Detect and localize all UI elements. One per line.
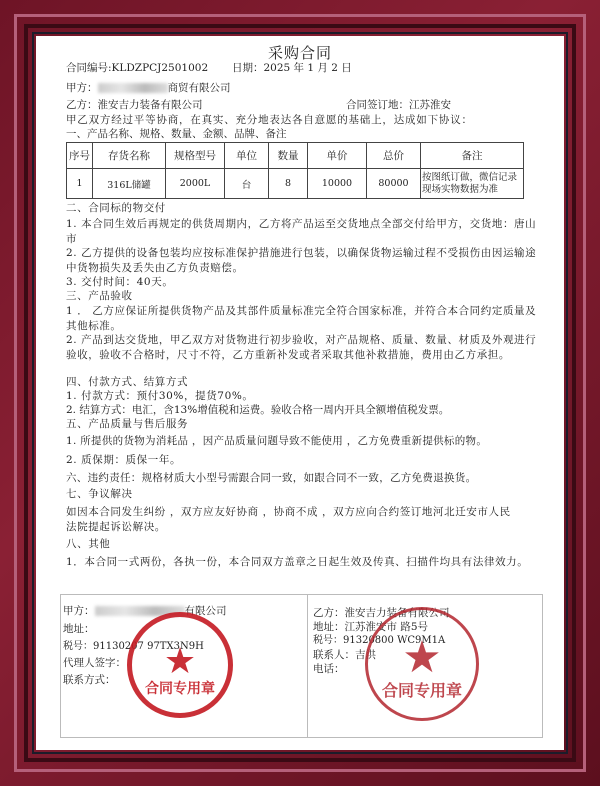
sign-a-agent: 代理人签字： bbox=[63, 657, 126, 669]
product-table bbox=[66, 142, 524, 199]
contract-number: 合同编号:KLDZPCJ2501002 bbox=[66, 62, 209, 74]
section-4: 四、付款方式、结算方式 bbox=[66, 376, 189, 388]
th-index: 序号 bbox=[67, 143, 93, 169]
section-3: 三、产品验收 bbox=[66, 290, 133, 302]
clause-5-2: 2. 质保期：质保一年。 bbox=[66, 454, 182, 466]
sign-place: 合同签订地：江苏淮安 bbox=[346, 99, 451, 111]
clause-8-1: 1．本合同一式两份，各执一份，本合同双方盖章之日起生效及传真、扫描件均具有法律效力。 bbox=[66, 556, 529, 568]
clause-3-1: 1 ． 乙方应保证所提供货物产品及其部件质量标准完全符合国家标准，并符合本合同约定质量及其他标准。 bbox=[66, 305, 537, 332]
party-a-seal: ★ 合同专用章 bbox=[127, 612, 233, 718]
th-note: 备注 bbox=[421, 143, 524, 169]
clause-4-2: 2. 结算方式：电汇，含13%增值税和运费。验收合格一周内开具全额增值税发票。 bbox=[66, 404, 450, 416]
th-total: 总价 bbox=[367, 143, 421, 169]
star-icon: ★ bbox=[163, 640, 197, 682]
clause-2-3: 3. 交付时间：40天。 bbox=[66, 276, 174, 288]
sign-a-tax: 税号：91130207 97TX3N9H bbox=[63, 641, 204, 652]
section-6: 六、违约责任：规格材质大小型号需跟合同一致，如跟合同不一致，乙方免费退换货。 bbox=[66, 472, 477, 484]
section-1: 一、产品名称、规格、数量、金额、品牌、备注 bbox=[66, 128, 287, 140]
party-b-seal: ★ 合同专用章 bbox=[365, 607, 479, 721]
party-b: 乙方：淮安吉力装备有限公司 bbox=[66, 99, 203, 111]
sign-a-contact: 联系方式： bbox=[63, 674, 116, 686]
section-2: 二、合同标的物交付 bbox=[66, 202, 166, 214]
star-icon: ★ bbox=[402, 632, 442, 684]
th-unit: 单位 bbox=[225, 143, 269, 169]
intro: 甲乙双方经过平等协商，在真实、充分地表达各自意愿的基础上，达成如下协议： bbox=[66, 114, 473, 126]
clause-7-1: 如因本合同发生纠纷 ，双方应友好协商 ，协商不成 ，双方应向合约签订地河北迁安市人民法院提起诉讼解决。 bbox=[66, 506, 511, 533]
clause-4-1: 1. 付款方式：预付30%，提货70%。 bbox=[66, 390, 254, 402]
sign-b-contact: 联系人：吉洪 bbox=[313, 649, 376, 661]
th-spec: 规格型号 bbox=[166, 143, 225, 169]
party-a: 甲方： 商贸有限公司 bbox=[66, 82, 231, 94]
clause-5-1: 1. 所提供的货物为消耗品 ，因产品质量问题导致不能使用 ，乙方免费重新提供标的物。 bbox=[66, 435, 488, 447]
signature-box bbox=[60, 594, 543, 738]
sign-party-b: 乙方：淮安吉力装备有限公司 bbox=[313, 607, 450, 619]
th-qty: 数量 bbox=[269, 143, 308, 169]
th-name: 存货名称 bbox=[93, 143, 166, 169]
clause-3-2: 2. 产品到达交货地，甲乙双方对货物进行初步验收，对产品规格、质量、数量、材质及外观进行验收，验收不合格时，尺寸不符，乙方重新补发或者采取其他补救措施，费用由乙方承担。 bbox=[66, 334, 537, 361]
section-7: 七、争议解决 bbox=[66, 488, 133, 500]
section-8: 八、其他 bbox=[66, 538, 111, 550]
contract-date: 日期：2025 年 1 月 2 日 bbox=[232, 62, 352, 74]
sign-b-address: 地址：江苏淮安市 路5号 bbox=[313, 621, 429, 633]
sign-b-tax: 税号：91320800 WC9M1A bbox=[313, 635, 446, 646]
table-row: 1 316L储罐 2000L 台 8 10000 80000 按图纸订做，微信记录现场实物数据为准 bbox=[67, 169, 524, 199]
sign-a-address: 地址： bbox=[63, 623, 95, 635]
th-price: 单价 bbox=[308, 143, 367, 169]
sign-b-phone: 电话： bbox=[313, 663, 345, 675]
redacted-name bbox=[98, 83, 168, 93]
section-5: 五、产品质量与售后服务 bbox=[66, 418, 189, 430]
contract-document bbox=[36, 36, 564, 750]
sign-party-a: 甲方： 有限公司 bbox=[63, 605, 227, 617]
clause-2-2: 2. 乙方提供的设备包装均应按标准保护措施进行包装，以确保货物运输过程不受损伤由因运输途中货物损失及丢失由乙方负责赔偿。 bbox=[66, 247, 537, 274]
clause-2-1: 1. 本合同生效后再规定的供货周期内，乙方将产品运至交货地点全部交付给甲方，交货地：唐山市 bbox=[66, 218, 537, 245]
document-title: 采购合同 bbox=[267, 44, 332, 62]
